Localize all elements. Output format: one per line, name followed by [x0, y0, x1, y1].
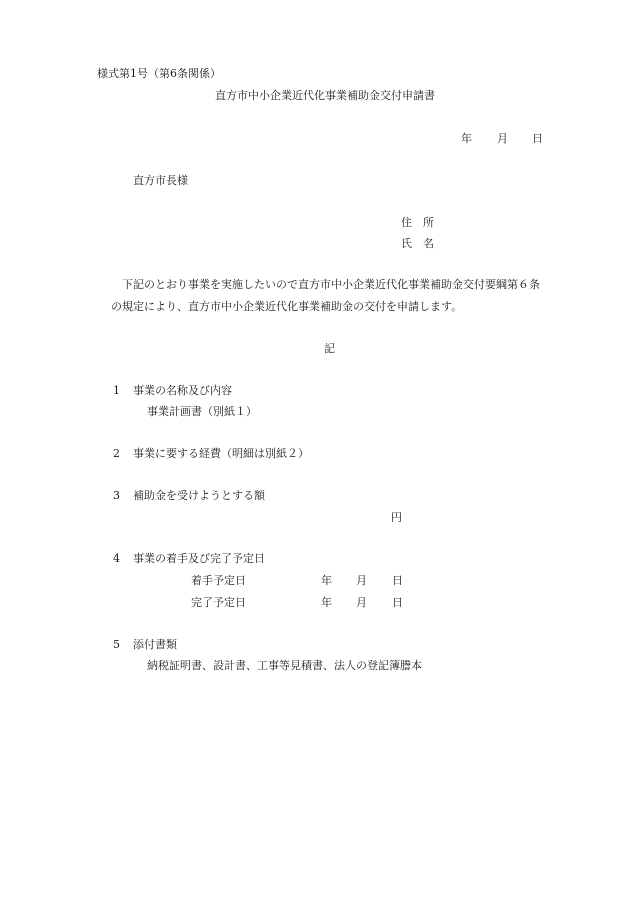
item-3-unit: 円 [391, 511, 402, 524]
item-4-number: 4 [113, 552, 120, 565]
date-year: 年 [461, 132, 472, 145]
item-1-heading: 事業の名称及び内容 [133, 384, 232, 397]
addressee: 直方市長様 [133, 174, 188, 187]
item-5-heading: 添付書類 [133, 638, 177, 651]
form-number: 様式第1号（第6条関係） [97, 67, 221, 80]
item-5-detail: 納税証明書、設計書、工事等見積書、法人の登記簿謄本 [147, 659, 422, 672]
end-date-month: 月 [356, 596, 367, 609]
start-date-day: 日 [392, 574, 403, 587]
item-3-number: 3 [113, 489, 120, 502]
body-text-line-1: 下記のとおり事業を実施したいので直方市中小企業近代化事業補助金交付要綱第６条 [122, 278, 540, 291]
item-1-detail: 事業計画書（別紙１） [147, 405, 257, 418]
body-text-line-2: の規定により、直方市中小企業近代化事業補助金の交付を申請します。 [111, 300, 463, 313]
applicant-name-label: 氏 名 [401, 237, 434, 250]
item-2-number: 2 [113, 447, 120, 460]
applicant-address-label: 住 所 [401, 216, 434, 229]
item-2-heading: 事業に要する経費（明細は別紙２） [133, 447, 309, 460]
date-month: 月 [497, 132, 508, 145]
end-date-day: 日 [392, 596, 403, 609]
ki-heading: 記 [324, 342, 335, 355]
item-4-heading: 事業の着手及び完了予定日 [133, 552, 265, 565]
start-date-month: 月 [356, 574, 367, 587]
item-1-number: 1 [113, 384, 120, 397]
start-date-label: 着手予定日 [191, 574, 246, 587]
document-title: 直方市中小企業近代化事業補助金交付申請書 [215, 89, 435, 102]
start-date-year: 年 [321, 574, 332, 587]
end-date-year: 年 [321, 596, 332, 609]
date-day: 日 [532, 132, 543, 145]
end-date-label: 完了予定日 [191, 596, 246, 609]
item-3-heading: 補助金を受けようとする額 [133, 489, 265, 502]
item-5-number: 5 [113, 638, 120, 651]
